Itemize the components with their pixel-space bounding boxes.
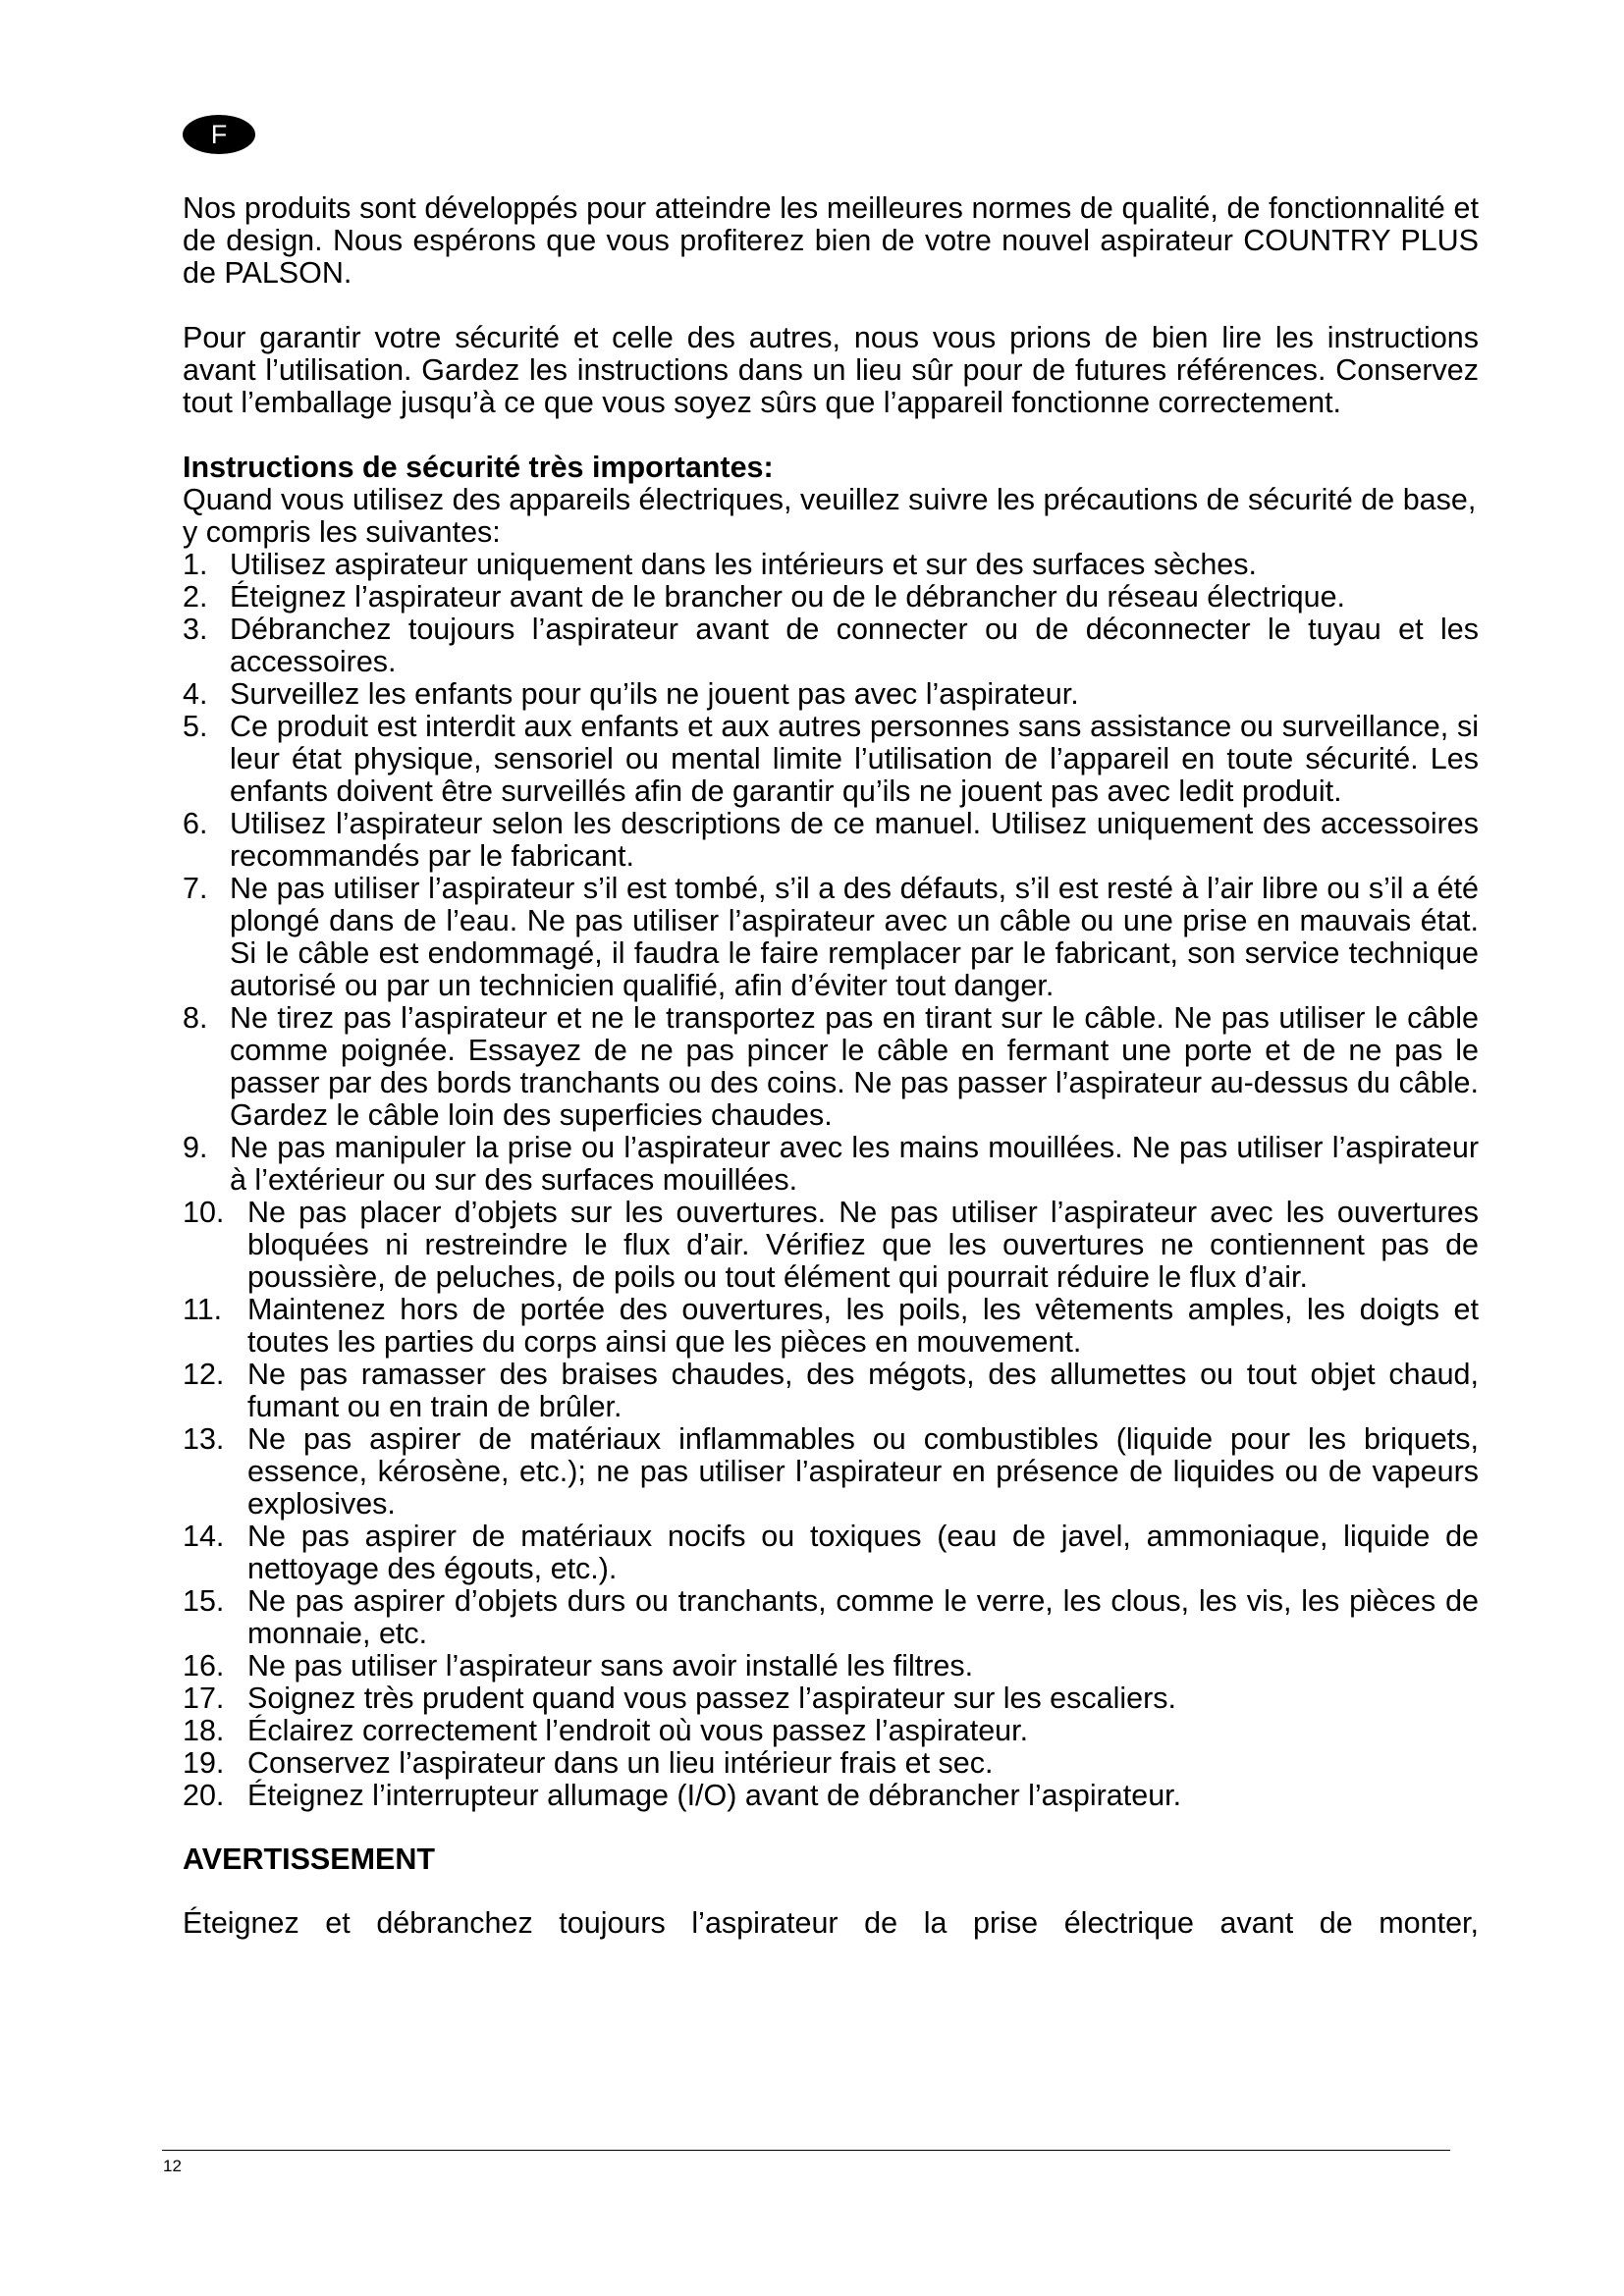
footer-divider	[162, 2150, 1450, 2151]
document-body	[183, 192, 1479, 1940]
list-item-number: 13.	[183, 1422, 225, 1456]
safety-intro: Quand vous utilisez des appareils électriques, veuillez suivre les précautions de sécurité de base, y compris les suivantes:	[183, 483, 1477, 549]
list-item-number: 8.	[183, 1001, 208, 1035]
list-item	[183, 1423, 1479, 1521]
intro-paragraph-1: Nos produits sont développés pour atteindre les meilleures normes de qualité, de fonctionnalité et de design. Nous espérons que vous profiterez bien de votre nouvel aspirateur COUNTRY PLUS de PALSON.	[183, 191, 1479, 290]
list-item-text: Ne pas aspirer d’objets durs ou tranchants, comme le verre, les clous, les vis, les pièces de monnaie, etc.	[247, 1584, 1479, 1650]
list-item-number: 17.	[183, 1682, 225, 1715]
list-item-number: 15.	[183, 1584, 225, 1618]
list-item	[183, 1747, 1479, 1780]
list-item-number: 11.	[183, 1293, 223, 1326]
list-item-text: Utilisez l’aspirateur selon les descriptions de ce manuel. Utilisez uniquement des accessoires recommandés par le fabricant.	[230, 807, 1479, 873]
list-item-text: Ne pas utiliser l’aspirateur sans avoir installé les filtres.	[247, 1649, 974, 1682]
list-item	[183, 1585, 1479, 1650]
safety-instructions-list	[183, 549, 1479, 1812]
list-item-number: 3.	[183, 613, 208, 646]
list-item-number: 12.	[183, 1358, 225, 1391]
list-item-number: 5.	[183, 710, 208, 743]
list-item-text: Maintenez hors de portée des ouvertures, les poils, les vêtements amples, les doigts et toutes les parties du corps ainsi que les pièces en mouvement.	[247, 1293, 1479, 1359]
list-item-number: 10.	[183, 1196, 225, 1229]
list-item	[183, 1715, 1479, 1747]
list-item	[183, 1521, 1479, 1585]
list-item-number: 20.	[183, 1779, 225, 1812]
list-item-number: 7.	[183, 872, 208, 905]
warning-title: AVERTISSEMENT	[183, 1842, 436, 1876]
list-item	[183, 711, 1479, 808]
list-item-text: Ne pas aspirer de matériaux nocifs ou toxiques (eau de javel, ammoniaque, liquide de nettoyage des égouts, etc.).	[247, 1520, 1479, 1585]
list-item-text: Conservez l’aspirateur dans un lieu intérieur frais et sec.	[247, 1746, 994, 1780]
safety-section-title: Instructions de sécurité très importantes:	[183, 451, 774, 484]
list-item-text: Éteignez l’aspirateur avant de le brancher ou de le débrancher du réseau électrique.	[230, 580, 1346, 614]
list-item-text: Débranchez toujours l’aspirateur avant de connecter ou de déconnecter le tuyau et les accessoires.	[230, 613, 1479, 678]
list-item-text: Ne pas utiliser l’aspirateur s’il est tombé, s’il a des défauts, s’il est resté à l’air libre ou s’il a été plongé dans de l’eau. Ne pas utiliser l’aspirateur avec un câble ou une prise en mauvais état. Si le câble est endommagé, il faudra le faire remplacer par le fabricant, son service technique autorisé ou par un technicien qualifié, afin d’éviter tout danger.	[230, 872, 1479, 1002]
intro-paragraph-2: Pour garantir votre sécurité et celle des autres, nous vous prions de bien lire les instructions avant l’utilisation. Gardez les instructions dans un lieu sûr pour de futures références. Conservez tout l’emballage jusqu’à ce que vous soyez sûrs que l’appareil fonctionne correctement.	[183, 321, 1479, 419]
list-item-text: Ne pas ramasser des braises chaudes, des mégots, des allumettes ou tout objet chaud, fumant ou en train de brûler.	[247, 1358, 1479, 1423]
list-item	[183, 808, 1479, 873]
list-item-text: Soignez très prudent quand vous passez l’aspirateur sur les escaliers.	[247, 1682, 1177, 1715]
list-item	[183, 549, 1479, 581]
list-item-number: 6.	[183, 807, 208, 840]
list-item-number: 16.	[183, 1649, 225, 1682]
page-number: 12	[163, 2157, 182, 2175]
list-item	[183, 614, 1479, 678]
list-item-number: 4.	[183, 677, 208, 711]
list-item	[183, 1359, 1479, 1423]
list-item	[183, 1197, 1479, 1294]
list-item	[183, 581, 1479, 614]
list-item-text: Surveillez les enfants pour qu’ils ne jouent pas avec l’aspirateur.	[230, 677, 1079, 711]
list-item	[183, 1294, 1479, 1359]
list-item	[183, 1780, 1479, 1812]
list-item-text: Éteignez l’interrupteur allumage (I/O) avant de débrancher l’aspirateur.	[247, 1779, 1182, 1812]
list-item	[183, 873, 1479, 1002]
list-item-number: 1.	[183, 548, 208, 581]
list-item	[183, 1682, 1479, 1715]
warning-text: Éteignez et débranchez toujours l’aspirateur de la prise électrique avant de monter,	[183, 1906, 1479, 1940]
list-item-text: Utilisez aspirateur uniquement dans les intérieurs et sur des surfaces sèches.	[230, 548, 1257, 581]
list-item-text: Ne tirez pas l’aspirateur et ne le transportez pas en tirant sur le câble. Ne pas utiliser le câble comme poignée. Essayez de ne pas pincer le câble en fermant une porte et de ne pas le passer par des bords tranchants ou des coins. Ne pas passer l’aspirateur au-dessus du câble. Gardez le câble loin des superficies chaudes.	[230, 1001, 1479, 1132]
list-item-number: 9.	[183, 1131, 208, 1164]
language-badge: F	[183, 115, 255, 154]
list-item	[183, 1650, 1479, 1682]
list-item-text: Ce produit est interdit aux enfants et aux autres personnes sans assistance ou surveillance, si leur état physique, sensoriel ou mental limite l’utilisation de l’appareil en toute sécurité. Les enfants doivent être surveillés afin de garantir qu’ils ne jouent pas avec ledit produit.	[230, 710, 1479, 808]
list-item-text: Éclairez correctement l’endroit où vous passez l’aspirateur.	[247, 1714, 1029, 1747]
list-item-number: 2.	[183, 580, 208, 614]
list-item-text: Ne pas manipuler la prise ou l’aspirateur avec les mains mouillées. Ne pas utiliser l’aspirateur à l’extérieur ou sur des surfaces mouillées.	[230, 1131, 1479, 1197]
list-item-text: Ne pas aspirer de matériaux inflammables ou combustibles (liquide pour les briquets, essence, kérosène, etc.); ne pas utiliser l’aspirateur en présence de liquides ou de vapeurs explosives.	[247, 1422, 1479, 1521]
list-item	[183, 1002, 1479, 1132]
list-item-text: Ne pas placer d’objets sur les ouvertures. Ne pas utiliser l’aspirateur avec les ouvertures bloquées ni restreindre le flux d’air. Vérifiez que les ouvertures ne contiennent pas de poussière, de peluches, de poils ou tout élément qui pourrait réduire le flux d’air.	[247, 1196, 1479, 1294]
list-item-number: 14.	[183, 1520, 225, 1553]
list-item-number: 18.	[183, 1714, 225, 1747]
list-item-number: 19.	[183, 1746, 225, 1780]
list-item	[183, 1132, 1479, 1197]
list-item	[183, 678, 1479, 711]
